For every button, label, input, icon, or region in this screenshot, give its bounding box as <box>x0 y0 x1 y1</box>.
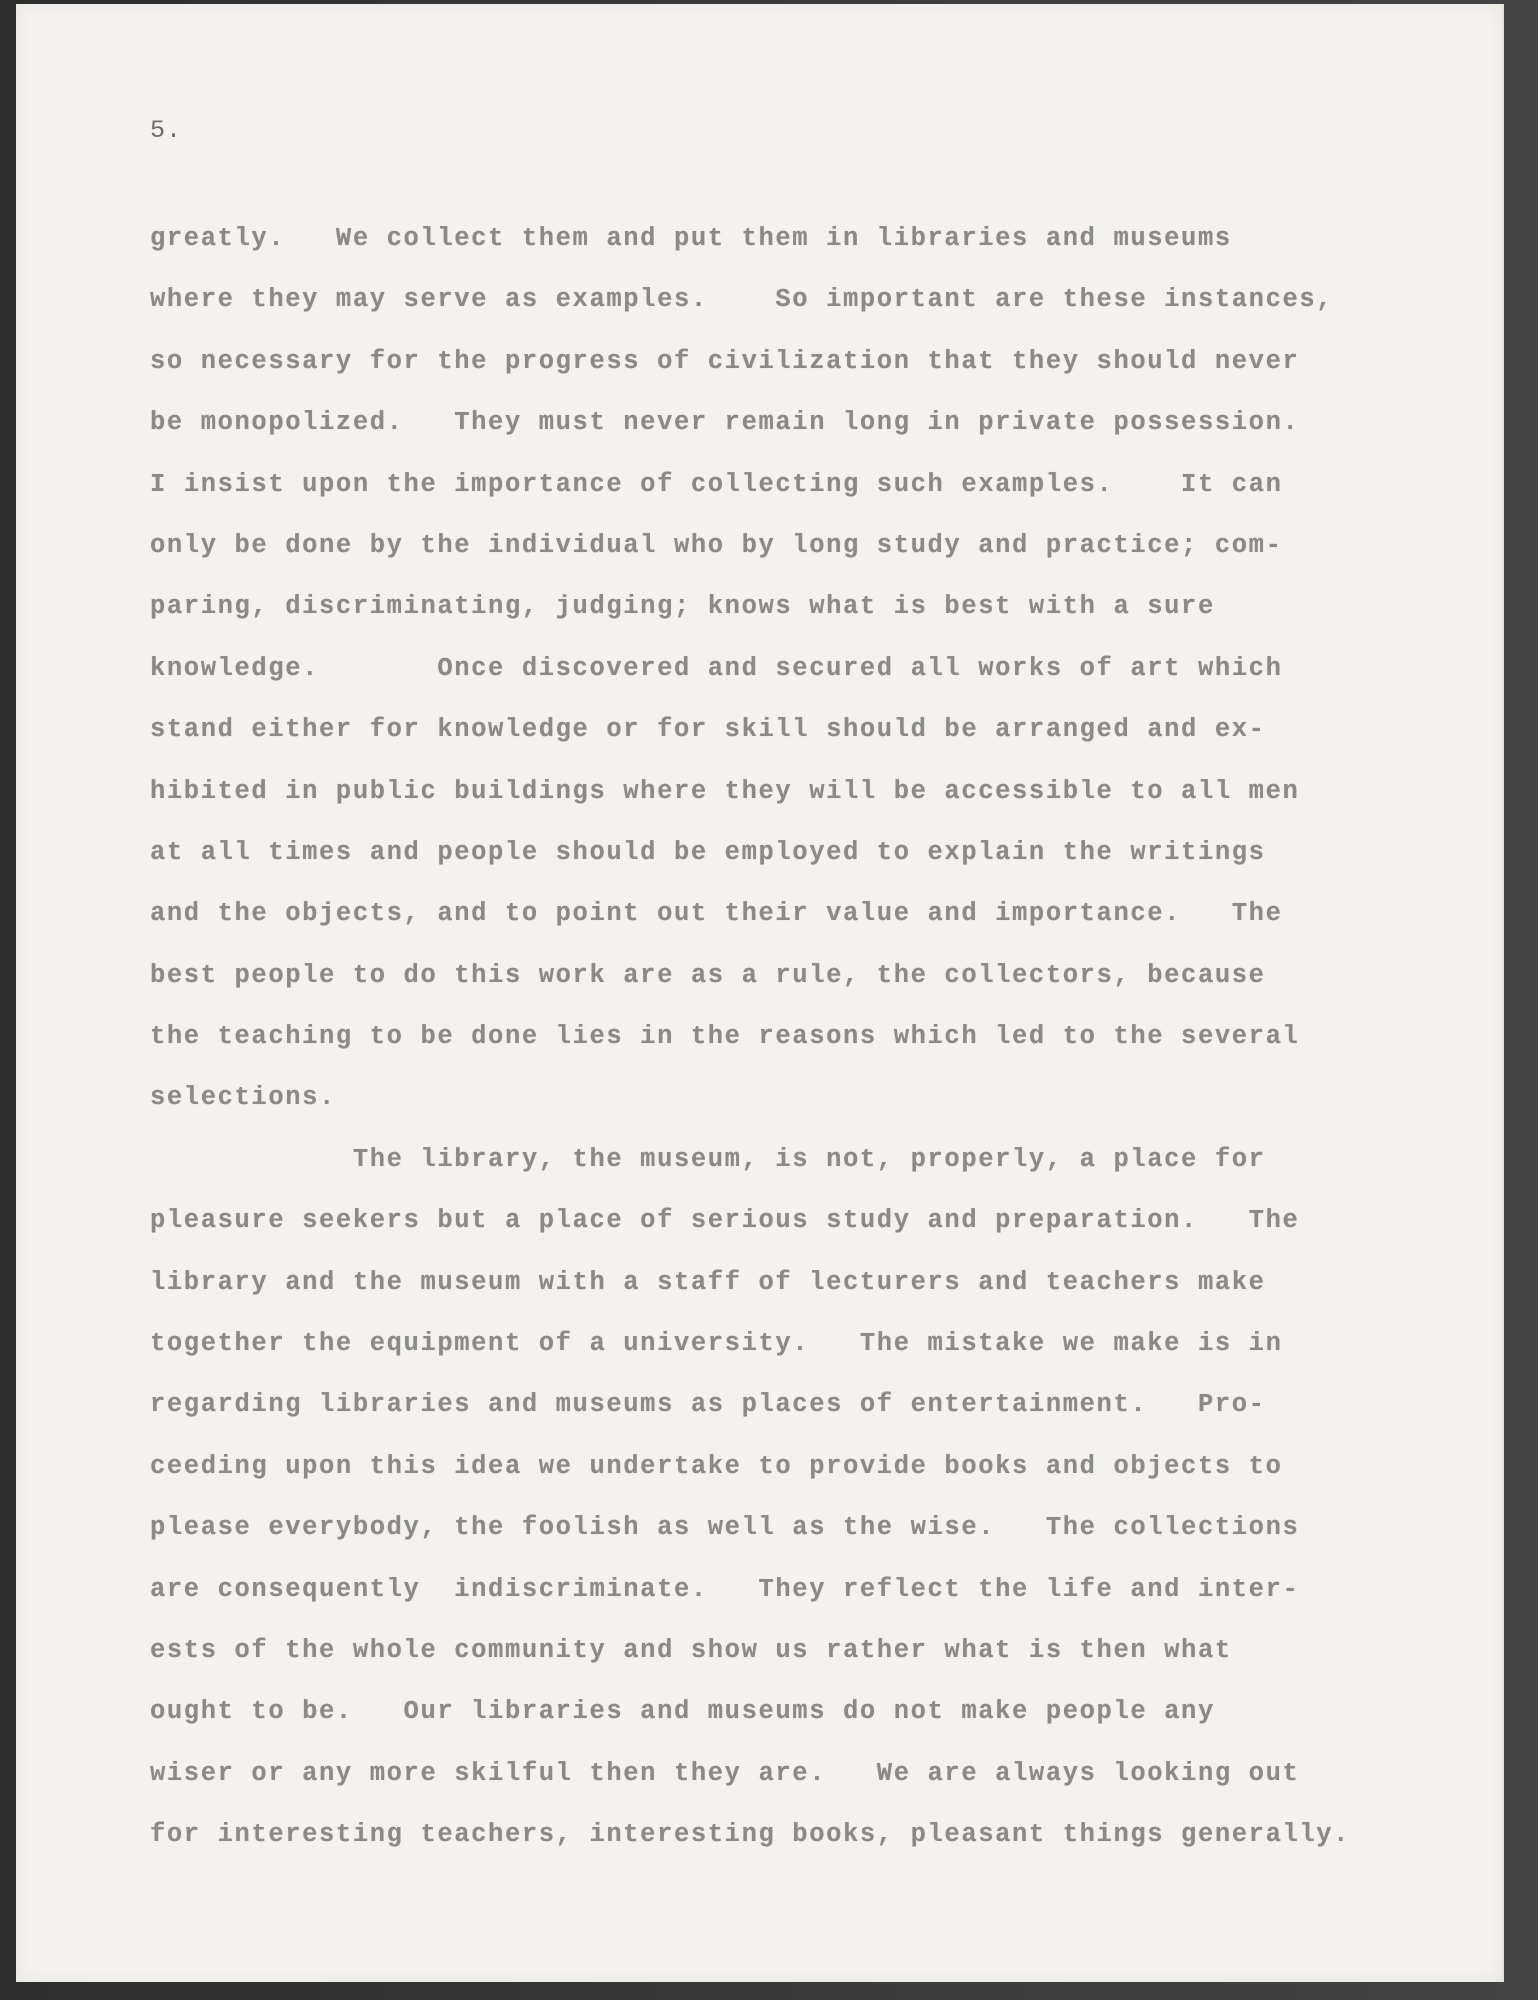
text-line: please everybody, the foolish as well as the wise. The collections <box>150 1513 1300 1543</box>
body-text <box>150 208 1470 1866</box>
text-line: are consequently indiscriminate. They reflect the life and inter- <box>150 1574 1300 1604</box>
text-line: and the objects, and to point out their value and importance. The <box>150 899 1283 929</box>
text-line: selections. <box>150 1083 336 1113</box>
text-line: together the equipment of a university. The mistake we make is in <box>150 1329 1283 1359</box>
text-line: stand either for knowledge or for skill should be arranged and ex- <box>150 715 1266 745</box>
text-line: for interesting teachers, interesting books, pleasant things generally. <box>150 1820 1351 1850</box>
text-line: ests of the whole community and show us rather what is then what <box>150 1635 1232 1665</box>
text-line: I insist upon the importance of collecting such examples. It can <box>150 469 1283 499</box>
text-line: regarding libraries and museums as places of entertainment. Pro- <box>150 1390 1266 1420</box>
text-line: where they may serve as examples. So important are these instances, <box>150 285 1334 315</box>
text-line: greatly. We collect them and put them in libraries and museums <box>150 224 1232 253</box>
text-line: library and the museum with a staff of lecturers and teachers make <box>150 1267 1266 1297</box>
text-line: pleasure seekers but a place of serious study and preparation. The <box>150 1206 1300 1236</box>
text-line: paring, discriminating, judging; knows what is best with a sure <box>150 592 1215 622</box>
text-line: wiser or any more skilful then they are. We are always looking out <box>150 1758 1300 1788</box>
text-line: best people to do this work are as a rule, the collectors, because <box>150 960 1266 990</box>
text-line: be monopolized. They must never remain long in private possession. <box>150 408 1300 438</box>
text-line: ceeding upon this idea we undertake to provide books and objects to <box>150 1451 1283 1481</box>
page-number: 5. <box>150 116 183 145</box>
text-line: at all times and people should be employed to explain the writings <box>150 837 1266 867</box>
text-line: hibited in public buildings where they will be accessible to all men <box>150 776 1300 806</box>
text-line: only be done by the individual who by long study and practice; com- <box>150 530 1283 560</box>
document-page <box>16 4 1504 1982</box>
text-line: the teaching to be done lies in the reasons which led to the several <box>150 1022 1300 1052</box>
text-line: The library, the museum, is not, properly, a place for <box>150 1144 1266 1174</box>
text-line: so necessary for the progress of civilization that they should never <box>150 346 1300 376</box>
text-line: ought to be. Our libraries and museums do not make people any <box>150 1697 1215 1727</box>
text-line: knowledge. Once discovered and secured all works of art which <box>150 653 1283 683</box>
